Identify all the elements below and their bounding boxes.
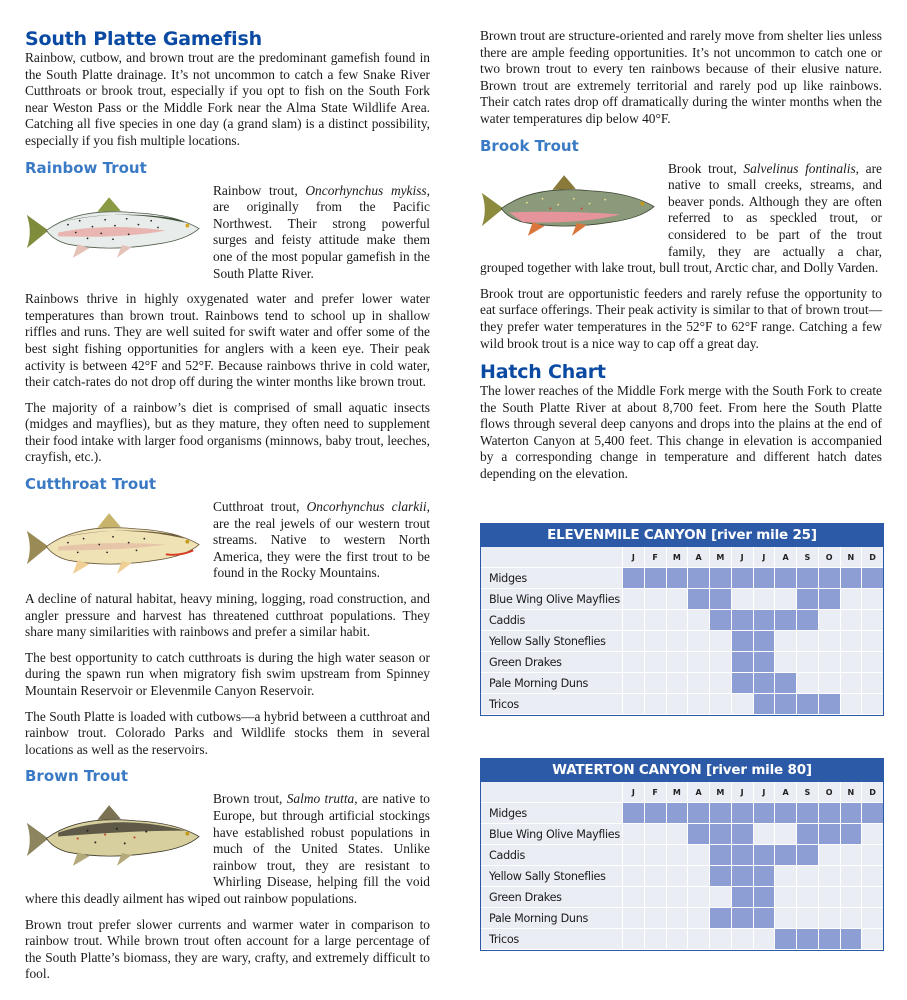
hatch-cell-active (753, 631, 775, 652)
insect-label: Blue Wing Olive Mayflies (481, 824, 622, 845)
hatch-cell-inactive (644, 589, 666, 610)
insect-label: Pale Morning Duns (481, 673, 622, 694)
fish-icon (474, 171, 660, 245)
hatch-cell-inactive (818, 887, 840, 908)
hatch-cell-inactive (622, 887, 644, 908)
fish-icon (19, 193, 205, 267)
hatch-cell-inactive (861, 845, 883, 866)
hatch-row (481, 610, 883, 631)
month-label: D (861, 782, 883, 803)
hatch-row (481, 908, 883, 929)
month-label: F (644, 547, 666, 568)
hatch-cell-inactive (622, 824, 644, 845)
hatch-row (481, 694, 883, 715)
hatch-cell-active (774, 673, 796, 694)
hatch-cell-active (731, 845, 753, 866)
hatch-cell-active (731, 908, 753, 929)
hatch-cell-inactive (644, 694, 666, 715)
hatch-cell-inactive (861, 908, 883, 929)
hatch-cell-inactive (840, 908, 862, 929)
hatch-cell-active (709, 845, 731, 866)
hatch-cell-inactive (731, 694, 753, 715)
month-label: N (840, 782, 862, 803)
month-label: O (818, 782, 840, 803)
insect-label: Blue Wing Olive Mayflies (481, 589, 622, 610)
month-label: J (753, 782, 775, 803)
hatch-cell-active (687, 803, 709, 824)
hatch-cell-active (840, 803, 862, 824)
hatch-cell-active (840, 824, 862, 845)
month-label: A (774, 782, 796, 803)
hatch-row (481, 824, 883, 845)
hatch-cell-inactive (861, 887, 883, 908)
month-label: F (644, 782, 666, 803)
month-label: S (796, 547, 818, 568)
brown-heading: Brown Trout (25, 767, 129, 786)
insect-label: Midges (481, 568, 622, 589)
hatch-cell-active (709, 589, 731, 610)
hatch-cell-inactive (818, 908, 840, 929)
insect-label: Pale Morning Duns (481, 908, 622, 929)
hatch-cell-active (709, 803, 731, 824)
hatch-cell-inactive (774, 652, 796, 673)
brown-lead: Brown trout, Salmo trutta, are native to Europe, but through artificial stockings have established robust populations in much of the United States. Unlike rainbow trout, they are resistant to Whirling Disease, helping fill the void where this deadly ailment has wiped out rainbow populations. (25, 791, 430, 906)
hatch-cell-inactive (622, 694, 644, 715)
month-label: N (840, 547, 862, 568)
hatch-cell-inactive (753, 929, 775, 950)
hatch-cell-inactive (622, 610, 644, 631)
hatch-cell-inactive (861, 589, 883, 610)
hatch-row (481, 929, 883, 950)
hatch-cell-active (818, 694, 840, 715)
hatch-cell-active (840, 929, 862, 950)
rainbow-paragraph-2: Rainbows thrive in highly oxygenated water and prefer lower water temperatures than brown trout. Rainbows tend to school up in shallow riffles and runs. They are well suited for swift water and offer some of the best sight fishing opportunities for anglers with a keen eye. Their peak activity is between 42°F and 52°F. Because rainbows thrive in cold water, their catch-rates do not drop off during the winter months like brown trout. (25, 291, 430, 390)
hatch-cell-active (796, 610, 818, 631)
cutthroat-paragraph-2: A decline of natural habitat, heavy mining, logging, road construction, and angler pressure and harvest has threatened cutthroat populations. They share many similarities with rainbows and prefer a similar habit. (25, 591, 430, 640)
month-label: M (709, 782, 731, 803)
hatch-cell-inactive (687, 908, 709, 929)
hatch-cell-active (796, 803, 818, 824)
hatch-cell-inactive (774, 631, 796, 652)
header-spacer (481, 547, 622, 568)
hatch-cell-inactive (709, 887, 731, 908)
hatch-cell-inactive (861, 824, 883, 845)
elevenmile-hatch-chart (480, 523, 884, 716)
cutthroat-trout-illustration (19, 509, 205, 583)
hatch-row (481, 866, 883, 887)
hatch-cell-inactive (861, 631, 883, 652)
month-label: J (731, 547, 753, 568)
brown-paragraph-2: Brown trout prefer slower currents and warmer water in comparison to rainbow trout. While brown trout often account for a large percentage of the South Platte’s biomass, they are wary, crafty, and extremely difficult to fool. (25, 916, 430, 982)
hatch-cell-inactive (622, 589, 644, 610)
month-header-row (481, 547, 883, 568)
hatch-cell-inactive (861, 694, 883, 715)
hatch-cell-inactive (840, 589, 862, 610)
hatch-cell-active (731, 631, 753, 652)
hatch-cell-active (818, 824, 840, 845)
hatch-cell-inactive (731, 929, 753, 950)
hatch-intro: The lower reaches of the Middle Fork merge with the South Fork to create the South Platte River at about 8,700 feet. From here the South Platte flows through several deep canyons and drops into the plains at the end of Waterton Canyon at 5,400 feet. This change in elevation is accompanied by a corresponding change in temperature and different hatch dates depending on the elevation. (480, 383, 882, 482)
waterton-hatch-chart (480, 758, 884, 951)
hatch-cell-active (818, 929, 840, 950)
hatch-cell-active (753, 803, 775, 824)
hatch-cell-inactive (840, 866, 862, 887)
brook-trout-illustration (474, 171, 660, 245)
brown-trout-illustration (19, 801, 205, 875)
hatch-cell-inactive (622, 908, 644, 929)
hatch-cell-inactive (644, 908, 666, 929)
hatch-cell-active (753, 845, 775, 866)
brook-heading: Brook Trout (480, 136, 579, 155)
hatch-cell-active (731, 652, 753, 673)
hatch-cell-active (774, 845, 796, 866)
hatch-cell-inactive (774, 866, 796, 887)
hatch-cell-active (731, 610, 753, 631)
hatch-cell-inactive (666, 908, 688, 929)
page-title: South Platte Gamefish (25, 28, 262, 50)
hatch-cell-inactive (818, 610, 840, 631)
hatch-cell-active (840, 568, 862, 589)
hatch-cell-inactive (840, 652, 862, 673)
hatch-cell-active (687, 824, 709, 845)
hatch-cell-inactive (644, 845, 666, 866)
month-label: J (731, 782, 753, 803)
hatch-cell-inactive (622, 845, 644, 866)
hatch-cell-inactive (687, 673, 709, 694)
hatch-cell-active (796, 694, 818, 715)
brook-paragraph-2: Brook trout are opportunistic feeders and rarely refuse the opportunity to eat surface offerings. Their peak activity is similar to that of brown trout—they prefer water temperatures in the 52°F to 62°F range. Catching a few wild brook trout is a nice way to cap off a great day. (480, 285, 882, 351)
hatch-cell-active (753, 610, 775, 631)
hatch-cell-inactive (666, 887, 688, 908)
hatch-cell-inactive (796, 887, 818, 908)
hatch-cell-inactive (709, 631, 731, 652)
hatch-cell-inactive (644, 929, 666, 950)
insect-label: Yellow Sally Stoneflies (481, 631, 622, 652)
hatch-cell-active (709, 866, 731, 887)
insect-label: Yellow Sally Stoneflies (481, 866, 622, 887)
month-label: M (666, 782, 688, 803)
insect-label: Green Drakes (481, 652, 622, 673)
hatch-cell-active (753, 568, 775, 589)
hatch-cell-inactive (840, 887, 862, 908)
hatch-cell-active (687, 568, 709, 589)
hatch-cell-inactive (709, 652, 731, 673)
rainbow-paragraph-3: The majority of a rainbow’s diet is comprised of small aquatic insects (midges and mayflies), but as they mature, they often need to supplement their food intake with larger food organisms (minnows, baby trout, leeches, crayfish, etc.). (25, 399, 430, 465)
hatch-cell-inactive (818, 845, 840, 866)
hatch-cell-active (861, 568, 883, 589)
hatch-cell-inactive (796, 673, 818, 694)
hatch-cell-inactive (818, 866, 840, 887)
cutthroat-paragraph-4: The South Platte is loaded with cutbows—a hybrid between a cutthroat and rainbow trout. Colorado Parks and Wildlife stocks them in several locations as well as the reservoirs. (25, 708, 430, 757)
hatch-cell-active (796, 568, 818, 589)
hatch-row (481, 631, 883, 652)
hatch-cell-inactive (622, 929, 644, 950)
hatch-cell-inactive (731, 589, 753, 610)
hatch-cell-active (731, 866, 753, 887)
hatch-row (481, 803, 883, 824)
rainbow-heading: Rainbow Trout (25, 158, 147, 177)
hatch-cell-inactive (644, 652, 666, 673)
hatch-cell-inactive (861, 610, 883, 631)
hatch-cell-inactive (644, 673, 666, 694)
chart-grid (481, 782, 883, 950)
hatch-cell-active (731, 824, 753, 845)
hatch-cell-inactive (644, 866, 666, 887)
hatch-cell-active (796, 824, 818, 845)
hatch-cell-inactive (796, 652, 818, 673)
hatch-cell-inactive (753, 589, 775, 610)
hatch-cell-inactive (622, 866, 644, 887)
chart-title: WATERTON CANYON [river mile 80] (481, 759, 883, 782)
rainbow-lead: Rainbow trout, Oncorhynchus mykiss, are originally from the Pacific Northwest. Their strong powerful surges and feisty attitude make them one of the most popular gamefish in the South Platte River. (213, 182, 430, 281)
hatch-cell-inactive (687, 866, 709, 887)
hatch-cell-inactive (818, 673, 840, 694)
cutthroat-lead: Cutthroat trout, Oncorhynchus clarkii, are the real jewels of our western trout streams. Native to western North America, they were the first trout to be found in the Rocky Mountains. (213, 499, 430, 581)
hatch-cell-inactive (666, 866, 688, 887)
hatch-cell-inactive (666, 589, 688, 610)
brown-continued-paragraph: Brown trout are structure-oriented and rarely move from shelter lies unless there are ample feeding opportunities. It’s not uncommon to catch one or two brown trout to every ten rainbows because of their elusive nature. Brown trout are extremely territorial and rarely pod up like rainbows. Their catch rates drop off dramatically during the winter months when the water temperatures dip below 40°F. (480, 28, 882, 126)
insect-label: Tricos (481, 929, 622, 950)
hatch-cell-inactive (666, 694, 688, 715)
hatch-cell-inactive (861, 929, 883, 950)
chart-grid (481, 547, 883, 715)
month-header-row (481, 782, 883, 803)
hatch-cell-inactive (622, 652, 644, 673)
hatch-cell-inactive (818, 631, 840, 652)
hatch-cell-active (753, 694, 775, 715)
hatch-cell-active (644, 803, 666, 824)
hatch-cell-active (818, 589, 840, 610)
hatch-cell-inactive (666, 673, 688, 694)
hatch-row (481, 845, 883, 866)
insect-label: Tricos (481, 694, 622, 715)
hatch-cell-active (731, 673, 753, 694)
hatch-cell-inactive (666, 929, 688, 950)
hatch-cell-active (731, 803, 753, 824)
hatch-row (481, 568, 883, 589)
hatch-chart-heading: Hatch Chart (480, 361, 606, 384)
hatch-cell-inactive (666, 610, 688, 631)
hatch-cell-inactive (753, 824, 775, 845)
hatch-cell-inactive (840, 694, 862, 715)
hatch-cell-active (774, 610, 796, 631)
hatch-cell-active (753, 887, 775, 908)
insect-label: Green Drakes (481, 887, 622, 908)
hatch-cell-active (753, 673, 775, 694)
month-label: M (709, 547, 731, 568)
hatch-cell-inactive (687, 631, 709, 652)
hatch-cell-inactive (709, 929, 731, 950)
hatch-cell-inactive (644, 631, 666, 652)
hatch-cell-inactive (687, 694, 709, 715)
hatch-cell-active (709, 610, 731, 631)
hatch-cell-active (774, 929, 796, 950)
hatch-cell-inactive (687, 929, 709, 950)
insect-label: Caddis (481, 610, 622, 631)
month-label: J (753, 547, 775, 568)
hatch-cell-active (622, 803, 644, 824)
hatch-cell-inactive (861, 866, 883, 887)
hatch-cell-inactive (774, 824, 796, 845)
hatch-cell-active (796, 929, 818, 950)
month-label: O (818, 547, 840, 568)
hatch-cell-active (796, 845, 818, 866)
hatch-cell-active (709, 908, 731, 929)
hatch-cell-inactive (796, 908, 818, 929)
hatch-cell-active (731, 568, 753, 589)
hatch-cell-inactive (644, 887, 666, 908)
hatch-cell-active (774, 568, 796, 589)
left-column (25, 28, 430, 992)
hatch-cell-inactive (818, 652, 840, 673)
month-label: J (622, 547, 644, 568)
month-label: S (796, 782, 818, 803)
hatch-cell-inactive (644, 610, 666, 631)
month-label: A (687, 547, 709, 568)
hatch-cell-inactive (861, 652, 883, 673)
hatch-cell-inactive (666, 652, 688, 673)
header-spacer (481, 782, 622, 803)
hatch-cell-inactive (840, 631, 862, 652)
hatch-cell-active (861, 803, 883, 824)
hatch-cell-active (818, 803, 840, 824)
chart-title: ELEVENMILE CANYON [river mile 25] (481, 524, 883, 547)
hatch-cell-inactive (840, 610, 862, 631)
hatch-cell-inactive (709, 694, 731, 715)
cutthroat-heading: Cutthroat Trout (25, 475, 157, 494)
hatch-cell-inactive (796, 631, 818, 652)
hatch-cell-active (666, 803, 688, 824)
hatch-cell-inactive (774, 589, 796, 610)
hatch-cell-active (753, 652, 775, 673)
hatch-cell-active (753, 866, 775, 887)
month-label: A (774, 547, 796, 568)
hatch-cell-inactive (622, 673, 644, 694)
month-label: D (861, 547, 883, 568)
hatch-cell-active (796, 589, 818, 610)
hatch-cell-active (774, 694, 796, 715)
hatch-row (481, 589, 883, 610)
hatch-cell-active (818, 568, 840, 589)
right-column (480, 28, 882, 492)
hatch-cell-inactive (687, 652, 709, 673)
hatch-cell-inactive (622, 631, 644, 652)
hatch-cell-active (731, 887, 753, 908)
hatch-cell-inactive (666, 845, 688, 866)
hatch-cell-active (622, 568, 644, 589)
hatch-cell-inactive (774, 887, 796, 908)
hatch-cell-inactive (687, 887, 709, 908)
hatch-cell-inactive (774, 908, 796, 929)
hatch-cell-inactive (666, 824, 688, 845)
fish-icon (19, 801, 205, 875)
hatch-cell-inactive (840, 845, 862, 866)
cutthroat-paragraph-3: The best opportunity to catch cutthroats is during the high water season or during the spawn run when migratory fish swim upstream from Spinney Mountain Reservoir or Elevenmile Canyon Reservoir. (25, 649, 430, 698)
hatch-cell-inactive (840, 673, 862, 694)
hatch-cell-active (666, 568, 688, 589)
insect-label: Caddis (481, 845, 622, 866)
hatch-cell-active (709, 568, 731, 589)
hatch-cell-active (687, 589, 709, 610)
hatch-cell-inactive (687, 845, 709, 866)
hatch-cell-active (709, 824, 731, 845)
hatch-cell-inactive (666, 631, 688, 652)
rainbow-trout-illustration (19, 193, 205, 267)
hatch-row (481, 673, 883, 694)
hatch-row (481, 887, 883, 908)
hatch-cell-inactive (644, 824, 666, 845)
hatch-row (481, 652, 883, 673)
insect-label: Midges (481, 803, 622, 824)
intro-paragraph: Rainbow, cutbow, and brown trout are the predominant gamefish found in the South Platte drainage. It’s not uncommon to catch a few Snake River Cutthroats or brook trout, especially if you opt to fish on the South Fork near Weston Pass or the Middle Fork near the Alma State Wildlife Area. Catching all five species in one day (a grand slam) is a distinct possibility, especially if you fish multiple locations. (25, 50, 430, 148)
hatch-cell-inactive (796, 866, 818, 887)
hatch-cell-active (774, 803, 796, 824)
brook-lead: Brook trout, Salvelinus fontinalis, are native to small creeks, streams, and beaver ponds. Although they are often referred to as speckled trout, or considered to be part of the trout family, they are actually a char, grouped together with lake trout, bull trout, Arctic char, and Dolly Varden. (480, 160, 883, 276)
hatch-cell-inactive (861, 673, 883, 694)
hatch-cell-active (644, 568, 666, 589)
month-label: J (622, 782, 644, 803)
hatch-cell-active (753, 908, 775, 929)
hatch-cell-inactive (709, 673, 731, 694)
month-label: M (666, 547, 688, 568)
hatch-cell-inactive (687, 610, 709, 631)
month-label: A (687, 782, 709, 803)
fish-icon (19, 509, 205, 583)
